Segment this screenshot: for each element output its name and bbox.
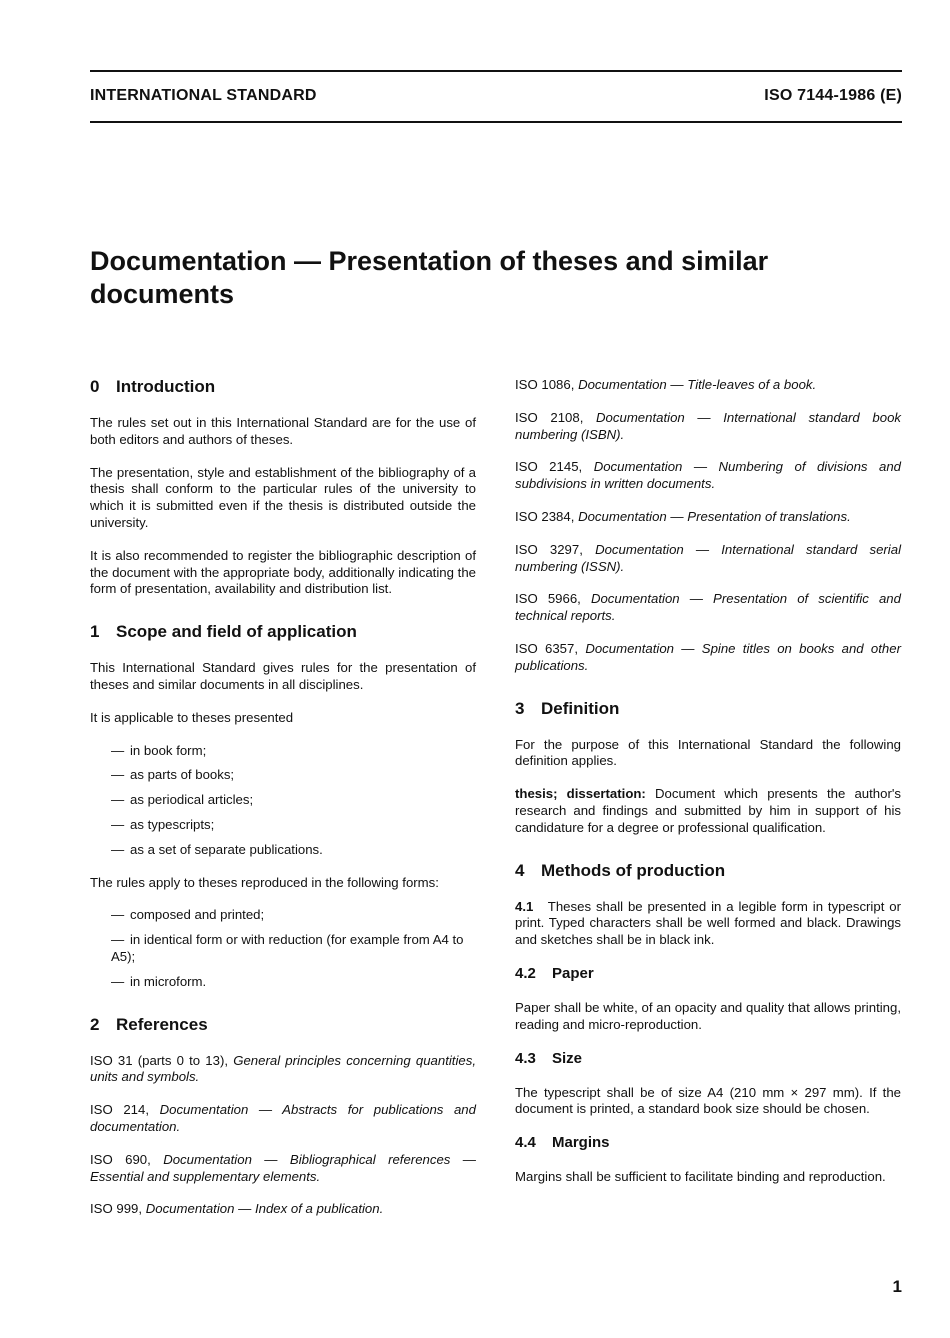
document-type: INTERNATIONAL STANDARD xyxy=(90,87,317,104)
scope-paragraph-1: This International Standard gives rules for the presentation of theses and similar documents in all disciplines. xyxy=(90,660,476,692)
reference-item: ISO 2108, Documentation — International standard book numbering (ISBN). xyxy=(515,409,902,442)
header-top-rule xyxy=(90,70,902,72)
page-number: 1 xyxy=(892,1277,902,1296)
reference-item: ISO 690, Documentation — Bibliographical references — Essential and supplementary elements. xyxy=(90,1151,476,1184)
scope-paragraph-3: The rules apply to theses reproduced in the following forms: xyxy=(90,874,439,890)
subsection-heading-size: 4.3 Size xyxy=(515,1049,583,1067)
reproduction-forms-list xyxy=(90,907,476,990)
subsection-heading-paper: 4.2 Paper xyxy=(515,964,594,982)
definition-entry: thesis; dissertation: Document which presents the author's research and findings and submitted by him in support of his candidature for a degree or professional qualification. xyxy=(515,786,901,835)
scope-paragraph-2: It is applicable to theses presented xyxy=(90,709,294,725)
clause-4-4: Margins shall be sufficient to facilitate binding and reproduction. xyxy=(515,1169,886,1185)
right-column xyxy=(515,377,901,1202)
reference-item: ISO 999, Documentation — Index of a publication. xyxy=(90,1201,384,1217)
reference-item: ISO 2145, Documentation — Numbering of divisions and subdivisions in written documents. xyxy=(515,459,901,492)
reference-item: ISO 31 (parts 0 to 13), General principles concerning quantities, units and symbols. xyxy=(90,1052,476,1085)
clause-4-2: Paper shall be white, of an opacity and quality that allows printing, reading and micro-reproduction. xyxy=(515,999,901,1032)
standard-number: ISO 7144-1986 (E) xyxy=(764,87,902,104)
left-column xyxy=(90,377,476,1234)
section-heading-references: 2 References xyxy=(90,1014,208,1034)
list-item: — composed and printed; xyxy=(111,907,265,923)
section-heading-definition: 3 Definition xyxy=(515,698,620,718)
list-item: — in microform. xyxy=(111,973,207,989)
list-item: — as a set of separate publications. xyxy=(111,841,323,857)
reference-item: ISO 1086, Documentation — Title-leaves of a book. xyxy=(515,377,817,392)
subsection-heading-margins: 4.4 Margins xyxy=(515,1134,610,1152)
header-bottom-rule xyxy=(90,121,902,123)
reference-item: ISO 214, Documentation — Abstracts for publications and documentation. xyxy=(90,1102,476,1134)
section-heading-scope: 1 Scope and field of application xyxy=(90,622,357,642)
intro-paragraph-3: It is also recommended to register the bibliographic description of the document with the appropriate body, additionally indicating the form of presentation, availability and distribution list. xyxy=(90,547,476,597)
list-item: — as parts of books; xyxy=(111,767,235,783)
clause-4-3: The typescript shall be of size A4 (210 mm × 297 mm). If the document is printed, a standard book size should be chosen. xyxy=(515,1084,901,1117)
reference-item: ISO 6357, Documentation — Spine titles on books and other publications. xyxy=(515,640,901,673)
reference-item: ISO 3297, Documentation — International standard serial numbering (ISSN). xyxy=(515,541,902,574)
list-item: — in identical form or with reduction (for example from A4 to A5); xyxy=(111,932,464,964)
section-heading-introduction: 0 Introduction xyxy=(90,377,216,396)
definition-paragraph: For the purpose of this International Standard the following definition applies. xyxy=(515,736,901,769)
reference-item: ISO 2384, Documentation — Presentation of translations. xyxy=(515,508,851,524)
clause-4-1: 4.1 Theses shall be presented in a legible form in typescript or print. Typed characters shall be well formed and black. Drawings and sketches shall be in black ink. xyxy=(515,898,901,948)
document-title: Documentation — Presentation of theses and similar documents xyxy=(90,246,769,309)
intro-paragraph-2: The presentation, style and establishment of the bibliography of a thesis shall conform to the particular rules of the university to which it is submitted even if the thesis is distributed outside the university. xyxy=(90,464,476,530)
presentation-forms-list xyxy=(90,743,476,859)
intro-paragraph-1: The rules set out in this International Standard are for the use of both editors and authors of theses. xyxy=(90,415,476,447)
list-item: — in book form; xyxy=(111,742,207,758)
list-item: — as periodical articles; xyxy=(111,792,254,808)
section-heading-methods: 4 Methods of production xyxy=(515,860,726,880)
reference-item: ISO 5966, Documentation — Presentation of scientific and technical reports. xyxy=(515,591,901,624)
list-item: — as typescripts; xyxy=(111,816,215,832)
